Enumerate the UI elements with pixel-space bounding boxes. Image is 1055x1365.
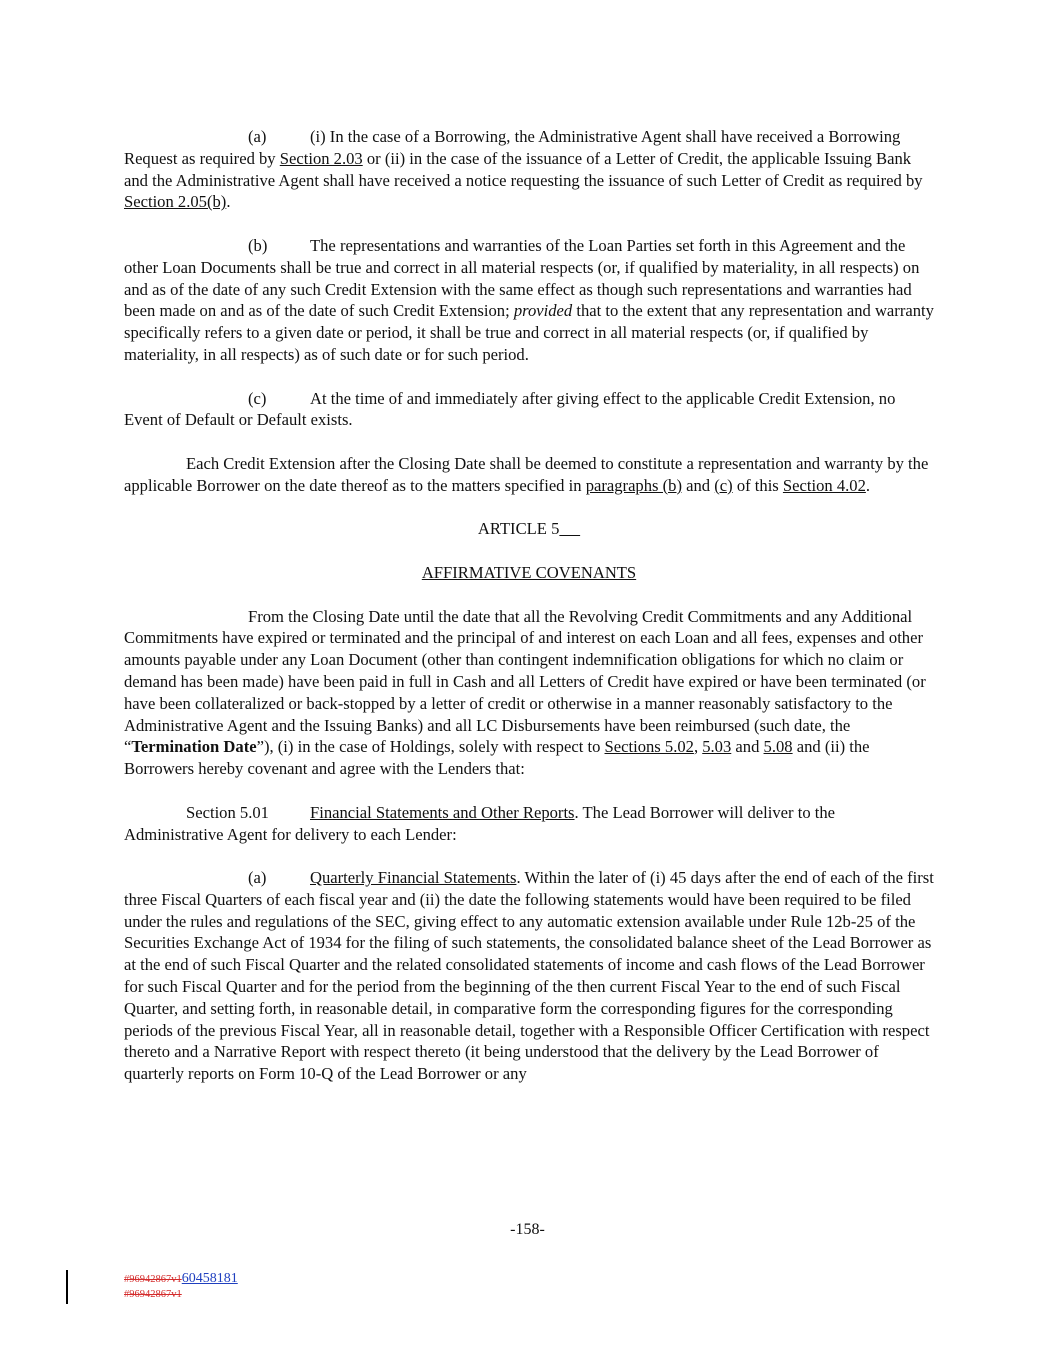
- paragraph-text: . Within the later of (i) 45 days after the end of each of the first three Fiscal Quarters of each fiscal year and (ii) the date the following statements would have been required to be filed under the rules and regulations of the SEC, giving effect to any automatic extension available under Rule 12b-25 of the Securities Exchange Act of 1934 for the filing of such statements, the consolidated balance sheet of the Lead Borrower as at the end of such Fiscal Quarter and the related consolidated statements of income and cash flows of the Lead Borrower for such Fiscal Quarter and for the period from the beginning of the then current Fiscal Year to the end of such Fiscal Quarter, and setting forth, in reasonable detail, in comparative form the corresponding figures for the corresponding periods of the previous Fiscal Year, all in reasonable detail, together with a Responsible Officer Certification with respect thereto and a Narrative Report with respect thereto (it being understood that the delivery by the Lead Borrower of quarterly reports on Form 10-Q of the Lead Borrower or any: [124, 868, 934, 1084]
- footer-line-1: [124, 1272, 238, 1287]
- paragraph-text: .: [226, 192, 231, 212]
- paragraph-text: (i) In the case of a Borrowing, the Administrative Agent shall have received a Borrowing Request as required by: [124, 127, 901, 168]
- section-reference: 5.03: [702, 737, 732, 757]
- section-reference: paragraphs (b): [585, 475, 682, 495]
- provided-term: provided: [513, 301, 573, 321]
- change-bar: [66, 1270, 68, 1304]
- paragraph-text: Each Credit Extension after the Closing Date shall be deemed to constitute a representation and warranty by the applicable Borrower on the date thereof as to the matters specified in: [124, 453, 929, 495]
- section-reference: Section 2.05(b): [124, 192, 227, 212]
- paragraph-text: ,: [693, 737, 703, 757]
- deleted-doc-id: #96942867v1: [124, 1289, 182, 1300]
- section-reference: Section 4.02: [782, 475, 866, 495]
- paragraph-text: . The Lead Borrower will deliver to the Administrative Agent for delivery to each Lender:: [124, 802, 836, 844]
- defined-term: Termination Date: [131, 737, 257, 757]
- inserted-doc-id: 60458181: [181, 1271, 238, 1286]
- document-footer: [124, 1272, 238, 1302]
- paragraph-text: and (ii) the Borrowers hereby covenant and agree with the Lenders that:: [124, 737, 870, 779]
- section-label: Section 5.01: [186, 802, 269, 822]
- paragraph-a: [124, 126, 934, 213]
- paragraph-label: (b): [248, 235, 268, 255]
- paragraph-text: .: [865, 475, 871, 495]
- paragraph-b: [124, 235, 934, 366]
- section-heading: Financial Statements and Other Reports: [310, 802, 575, 822]
- footer-line-2: [124, 1287, 238, 1302]
- paragraph-each-credit-extension: [124, 453, 934, 497]
- paragraph-label: (a): [248, 127, 267, 146]
- paragraph-label: (c): [248, 388, 267, 408]
- paragraph-text: and: [681, 475, 715, 495]
- section-reference: (c): [714, 475, 733, 495]
- paragraph-quarterly-statements: [124, 867, 934, 1085]
- paragraph-text: or (ii) in the case of the issuance of a Letter of Credit, the applicable Issuing Bank and the Administrative Agent shall have received a notice requesting the issuance of such Letter of Credit as required by: [124, 148, 923, 190]
- page-number: -158-: [510, 1221, 545, 1238]
- paragraph-text: of this: [732, 475, 783, 495]
- article-number: [124, 518, 934, 540]
- section-5-01: [124, 802, 934, 846]
- subsection-heading: Quarterly Financial Statements: [310, 868, 517, 888]
- paragraph-label: (a): [248, 868, 267, 888]
- paragraph-text: At the time of and immediately after giving effect to the applicable Credit Extension, no Event of Default or Default exists.: [124, 388, 896, 430]
- paragraph-from-closing-date: [124, 606, 934, 780]
- section-reference: 5.08: [763, 737, 793, 757]
- article-number-text: ARTICLE 5: [477, 519, 560, 539]
- deleted-doc-id: #96942867v1: [124, 1274, 182, 1285]
- paragraph-c: [124, 388, 934, 432]
- document-body: [124, 126, 934, 1107]
- paragraph-text: and: [731, 737, 764, 757]
- section-reference: Section 2.03: [279, 148, 363, 168]
- article-number-blank: [559, 519, 580, 538]
- paragraph-text: that to the extent that any representation and warranty specifically refers to a given date or period, it shall be true and correct in all material respects (or, if qualified by materiality, in all respects) as of such date or for such period.: [124, 301, 934, 364]
- paragraph-text: From the Closing Date until the date that all the Revolving Credit Commitments and any Additional Commitments have expired or terminated and the principal of and interest on each Loan and all fees, expenses and other amounts payable under any Loan Document (other than contingent indemnification obligations for which no claim or demand has been made) have been paid in full in Cash and all Letters of Credit have expired or have been terminated (or have been collateralized or back-stopped by a letter of credit or otherwise in a manner reasonably satisfactory to the Administrative Agent and the Issuing Banks) and all LC Disbursements have been reimbursed (such date, the “: [124, 606, 926, 757]
- section-reference: Sections 5.02: [604, 737, 694, 757]
- article-title-text: AFFIRMATIVE COVENANTS: [421, 562, 637, 582]
- article-title: [124, 562, 934, 584]
- paragraph-text: The representations and warranties of the Loan Parties set forth in this Agreement and the other Loan Documents shall be true and correct in all material respects (or, if qualified by materiality, in all respects) on and as of the date of any such Credit Extension with the same effect as though such representations and warranties had been made on and as of the date of such Credit Extension;: [124, 235, 920, 321]
- paragraph-text: ”), (i) in the case of Holdings, solely with respect to: [256, 737, 605, 757]
